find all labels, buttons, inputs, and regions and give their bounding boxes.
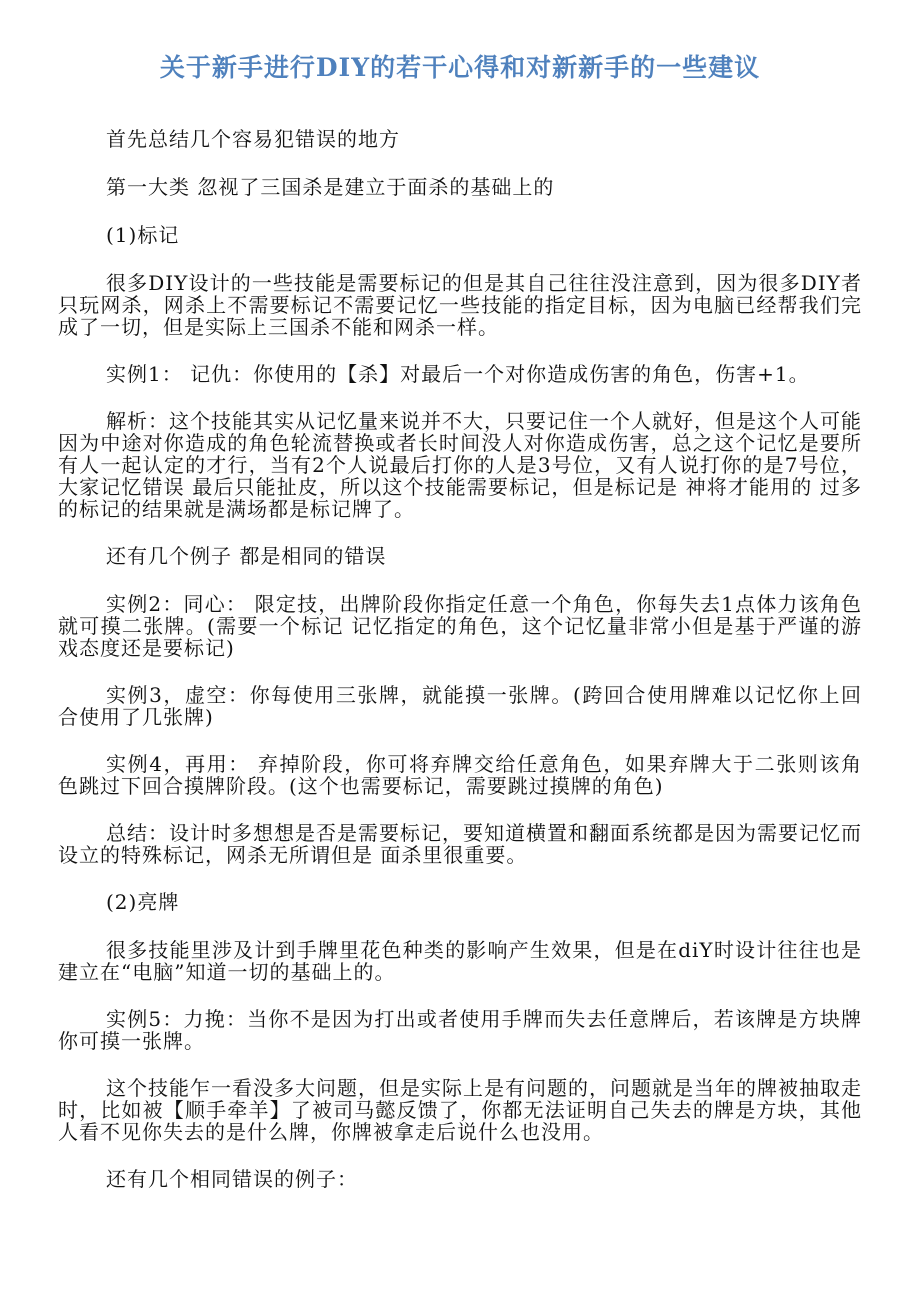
paragraph-section-reveal: (2)亮牌 <box>106 890 180 914</box>
paragraph-category-heading: 第一大类 忽视了三国杀是建立于面杀的基础上的 <box>106 175 555 199</box>
paragraph-more-examples: 还有几个例子 都是相同的错误 <box>106 544 387 568</box>
paragraph-example-5: 实例5：力挽：当你不是因为打出或者使用手牌而失去任意牌后，若该牌是方块牌你可摸一张牌。 <box>58 1007 862 1053</box>
paragraph-summary: 总结：设计时多想想是否是需要标记，要知道横置和翻面系统都是因为需要记忆而设立的特殊标记，网杀无所谓但是 面杀里很重要。 <box>58 821 862 867</box>
paragraph-example-5-analysis: 这个技能乍一看没多大问题，但是实际上是有问题的，问题就是当年的牌被抽取走时，比如被【顺手牵羊】了被司马懿反馈了，你都无法证明自己失去的牌是方块，其他人看不见你失去的是什么牌，你牌被拿走后说什么也没用。 <box>58 1076 862 1144</box>
paragraph-reveal-explanation: 很多技能里涉及计到手牌里花色种类的影响产生效果，但是在diY时设计往往也是建立在“电脑”知道一切的基础上的。 <box>58 938 862 984</box>
paragraph-example-2: 实例2：同心： 限定技，出牌阶段你指定任意一个角色，你每失去1点体力该角色就可摸二张牌。(需要一个标记 记忆指定的角色，这个记忆量非常小但是基于严谨的游戏态度还是要标记) <box>58 592 862 660</box>
paragraph-example-4: 实例4，再用： 弃掉阶段，你可将弃牌交给任意角色，如果弃牌大于二张则该角色跳过下回合摸牌阶段。(这个也需要标记，需要跳过摸牌的角色) <box>58 752 862 798</box>
paragraph-marker-explanation: 很多DIY设计的一些技能是需要标记的但是其自己往往没注意到，因为很多DIY者只玩网杀，网杀上不需要标记不需要记忆一些技能的指定目标，因为电脑已经帮我们完成了一切，但是实际上三国杀不能和网杀一样。 <box>58 271 862 339</box>
paragraph-more-wrong-examples: 还有几个相同错误的例子： <box>106 1167 358 1191</box>
paragraph-example-3: 实例3，虚空：你每使用三张牌，就能摸一张牌。(跨回合使用牌难以记忆你上回合使用了几张牌) <box>58 683 862 729</box>
document-title: 关于新手进行DIY的若干心得和对新新手的一些建议 <box>159 53 761 82</box>
paragraph-intro: 首先总结几个容易犯错误的地方 <box>106 127 400 151</box>
paragraph-section-marker: (1)标记 <box>106 223 180 247</box>
paragraph-example-1: 实例1： 记仇：你使用的【杀】对最后一个对你造成伤害的角色，伤害+1。 <box>106 362 810 386</box>
paragraph-analysis: 解析：这个技能其实从记忆量来说并不大，只要记住一个人就好，但是这个人可能因为中途对你造成的角色轮流替换或者长时间没人对你造成伤害，总之这个记忆是要所有人一起认定的才行，当有2个人说最后打你的人是3号位，又有人说打你的是7号位，大家记忆错误 最后只能扯皮，所以这个技能需要标记，但是标记是 神将才能用的 过多的标记的结果就是满场都是标记牌了。 <box>58 409 862 521</box>
